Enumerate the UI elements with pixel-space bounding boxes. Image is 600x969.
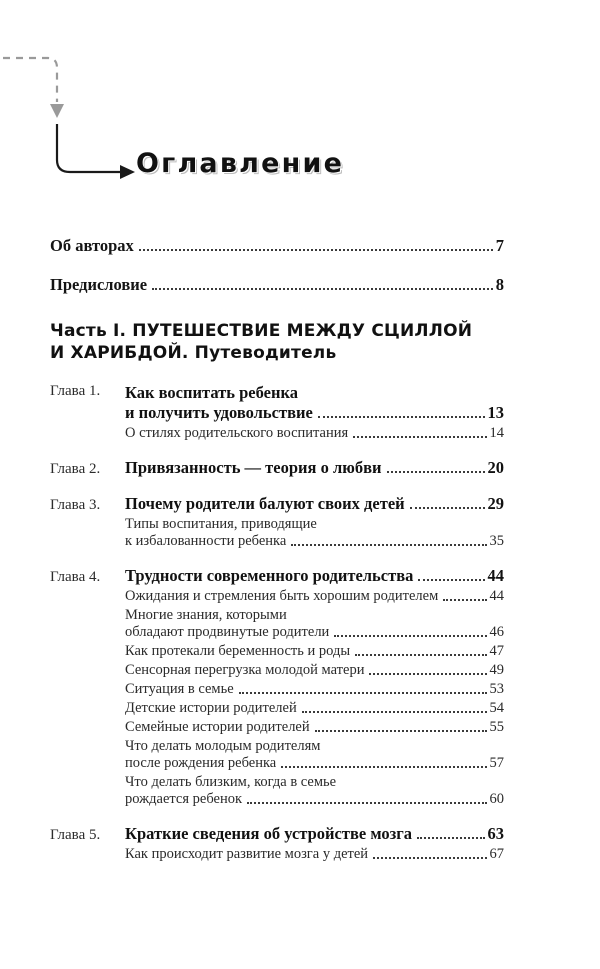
toc-page-number: 47 bbox=[489, 642, 504, 659]
toc-page-number: 29 bbox=[487, 493, 504, 513]
toc-entry-chapter[interactable] bbox=[50, 458, 504, 478]
toc-page-number: 20 bbox=[487, 457, 504, 477]
dot-leader bbox=[417, 836, 485, 839]
chapter-title: Привязанность — теория о любви bbox=[125, 457, 382, 477]
dot-leader bbox=[281, 765, 486, 768]
dashed-arrow-path bbox=[0, 58, 57, 102]
solid-arrow-head bbox=[120, 165, 135, 179]
toc-entry-front[interactable] bbox=[50, 275, 504, 295]
sub-entry-title: обладают продвинутые родители bbox=[125, 623, 330, 640]
toc-entry-sub[interactable] bbox=[50, 624, 504, 641]
toc-page-number: 35 bbox=[489, 532, 504, 549]
sub-entry-line-1: Что делать близким, когда в семье bbox=[125, 773, 337, 790]
toc-entry-sub[interactable] bbox=[50, 588, 504, 605]
chapter-title-part: и получить удовольствие bbox=[125, 402, 313, 422]
chapter-title: Почему родители балуют своих детей bbox=[125, 493, 405, 513]
sub-entry-title: рождается ребенок bbox=[125, 790, 243, 807]
sub-entry-title: Как протекали беременность и роды bbox=[125, 642, 351, 659]
dot-leader bbox=[152, 287, 493, 290]
dot-leader bbox=[418, 578, 484, 581]
toc-entry-front[interactable] bbox=[50, 236, 504, 256]
toc-page-number: 53 bbox=[489, 680, 504, 697]
sub-entry-line-1: Что делать молодым родителям bbox=[125, 737, 321, 754]
sub-entry-title: к избалованности ребенка bbox=[125, 532, 287, 549]
table-of-contents bbox=[50, 236, 504, 865]
chapter-label: Глава 2. bbox=[50, 460, 101, 477]
solid-arrow-path bbox=[57, 124, 122, 172]
toc-page-number: 49 bbox=[489, 661, 504, 678]
toc-entry-chapter[interactable] bbox=[50, 824, 504, 844]
sub-entry-title: Ситуация в семье bbox=[125, 680, 234, 697]
toc-entry-chapter[interactable] bbox=[50, 566, 504, 586]
dot-leader bbox=[443, 598, 486, 601]
toc-page-number: 57 bbox=[489, 754, 504, 771]
dot-leader bbox=[247, 801, 486, 804]
sub-entry-line-1: Многие знания, которыми bbox=[125, 606, 287, 623]
toc-entry-sub[interactable] bbox=[50, 425, 504, 442]
toc-entry-sub[interactable] bbox=[50, 681, 504, 698]
dot-leader bbox=[302, 710, 487, 713]
dot-leader bbox=[369, 672, 486, 675]
toc-entry-sub[interactable] bbox=[50, 643, 504, 660]
sub-entry-title: Ожидания и стремления быть хорошим родителем bbox=[125, 587, 439, 604]
dot-leader bbox=[373, 856, 486, 859]
toc-page-number: 54 bbox=[489, 699, 504, 716]
dashed-arrow-head bbox=[50, 104, 64, 118]
toc-entry-sub[interactable] bbox=[50, 719, 504, 736]
toc-page-number: 7 bbox=[495, 236, 504, 255]
toc-page-number: 44 bbox=[487, 565, 504, 585]
toc-page-number: 67 bbox=[489, 845, 504, 862]
dot-leader bbox=[410, 506, 485, 509]
part-heading-line: И ХАРИБДОЙ. Путеводитель bbox=[50, 342, 337, 363]
toc-page-number: 55 bbox=[489, 718, 504, 735]
chapter-title-line-1 bbox=[50, 383, 504, 403]
chapter-title: Краткие сведения об устройстве мозга bbox=[125, 823, 412, 843]
sub-entry-title: Как происходит развитие мозга у детей bbox=[125, 845, 369, 862]
dot-leader bbox=[353, 435, 486, 438]
toc-entry-sub[interactable] bbox=[50, 533, 504, 550]
dot-leader bbox=[315, 729, 487, 732]
toc-page-number: 63 bbox=[487, 823, 504, 843]
dot-leader bbox=[318, 415, 485, 418]
part-heading bbox=[50, 321, 504, 365]
page-title: Оглавление bbox=[136, 148, 345, 179]
toc-entry-sub[interactable] bbox=[50, 700, 504, 717]
toc-entry-title: Предисловие bbox=[50, 275, 148, 294]
chapter-label: Глава 4. bbox=[50, 568, 101, 585]
dot-leader bbox=[387, 470, 485, 473]
toc-page-number: 60 bbox=[489, 790, 504, 807]
toc-entry-sub[interactable] bbox=[50, 662, 504, 679]
toc-entry-sub[interactable] bbox=[50, 846, 504, 863]
chapter-title-part: Как воспитать ребенка bbox=[125, 382, 298, 402]
chapter-label: Глава 3. bbox=[50, 496, 101, 513]
toc-entry-sub[interactable] bbox=[50, 755, 504, 772]
dot-leader bbox=[291, 543, 486, 546]
toc-page-number: 46 bbox=[489, 623, 504, 640]
sub-entry-title: Семейные истории родителей bbox=[125, 718, 310, 735]
sub-entry-title: Детские истории родителей bbox=[125, 699, 297, 716]
part-heading-line: Часть I. ПУТЕШЕСТВИЕ МЕЖДУ СЦИЛЛОЙ bbox=[50, 321, 473, 341]
toc-entry-title: Об авторах bbox=[50, 236, 134, 255]
toc-page-number: 44 bbox=[489, 587, 504, 604]
toc-page-number: 8 bbox=[495, 275, 504, 294]
sub-entry-line-1: Типы воспитания, приводящие bbox=[125, 515, 317, 532]
dot-leader bbox=[139, 248, 493, 251]
chapter-label: Глава 1. bbox=[50, 382, 101, 399]
dot-leader bbox=[334, 634, 486, 637]
sub-entry-title: Сенсорная перегрузка молодой матери bbox=[125, 661, 365, 678]
dot-leader bbox=[355, 653, 486, 656]
sub-entry-title: после рождения ребенка bbox=[125, 754, 277, 771]
chapter-title: Трудности современного родительства bbox=[125, 565, 414, 585]
toc-page-number: 14 bbox=[489, 424, 504, 441]
toc-page-number: 13 bbox=[487, 402, 504, 422]
sub-entry-title: О стилях родительского воспитания bbox=[125, 424, 349, 441]
toc-entry-chapter[interactable] bbox=[50, 494, 504, 514]
dot-leader bbox=[239, 691, 487, 694]
chapter-label: Глава 5. bbox=[50, 826, 101, 843]
toc-entry-chapter[interactable] bbox=[50, 403, 504, 423]
toc-entry-sub[interactable] bbox=[50, 791, 504, 808]
